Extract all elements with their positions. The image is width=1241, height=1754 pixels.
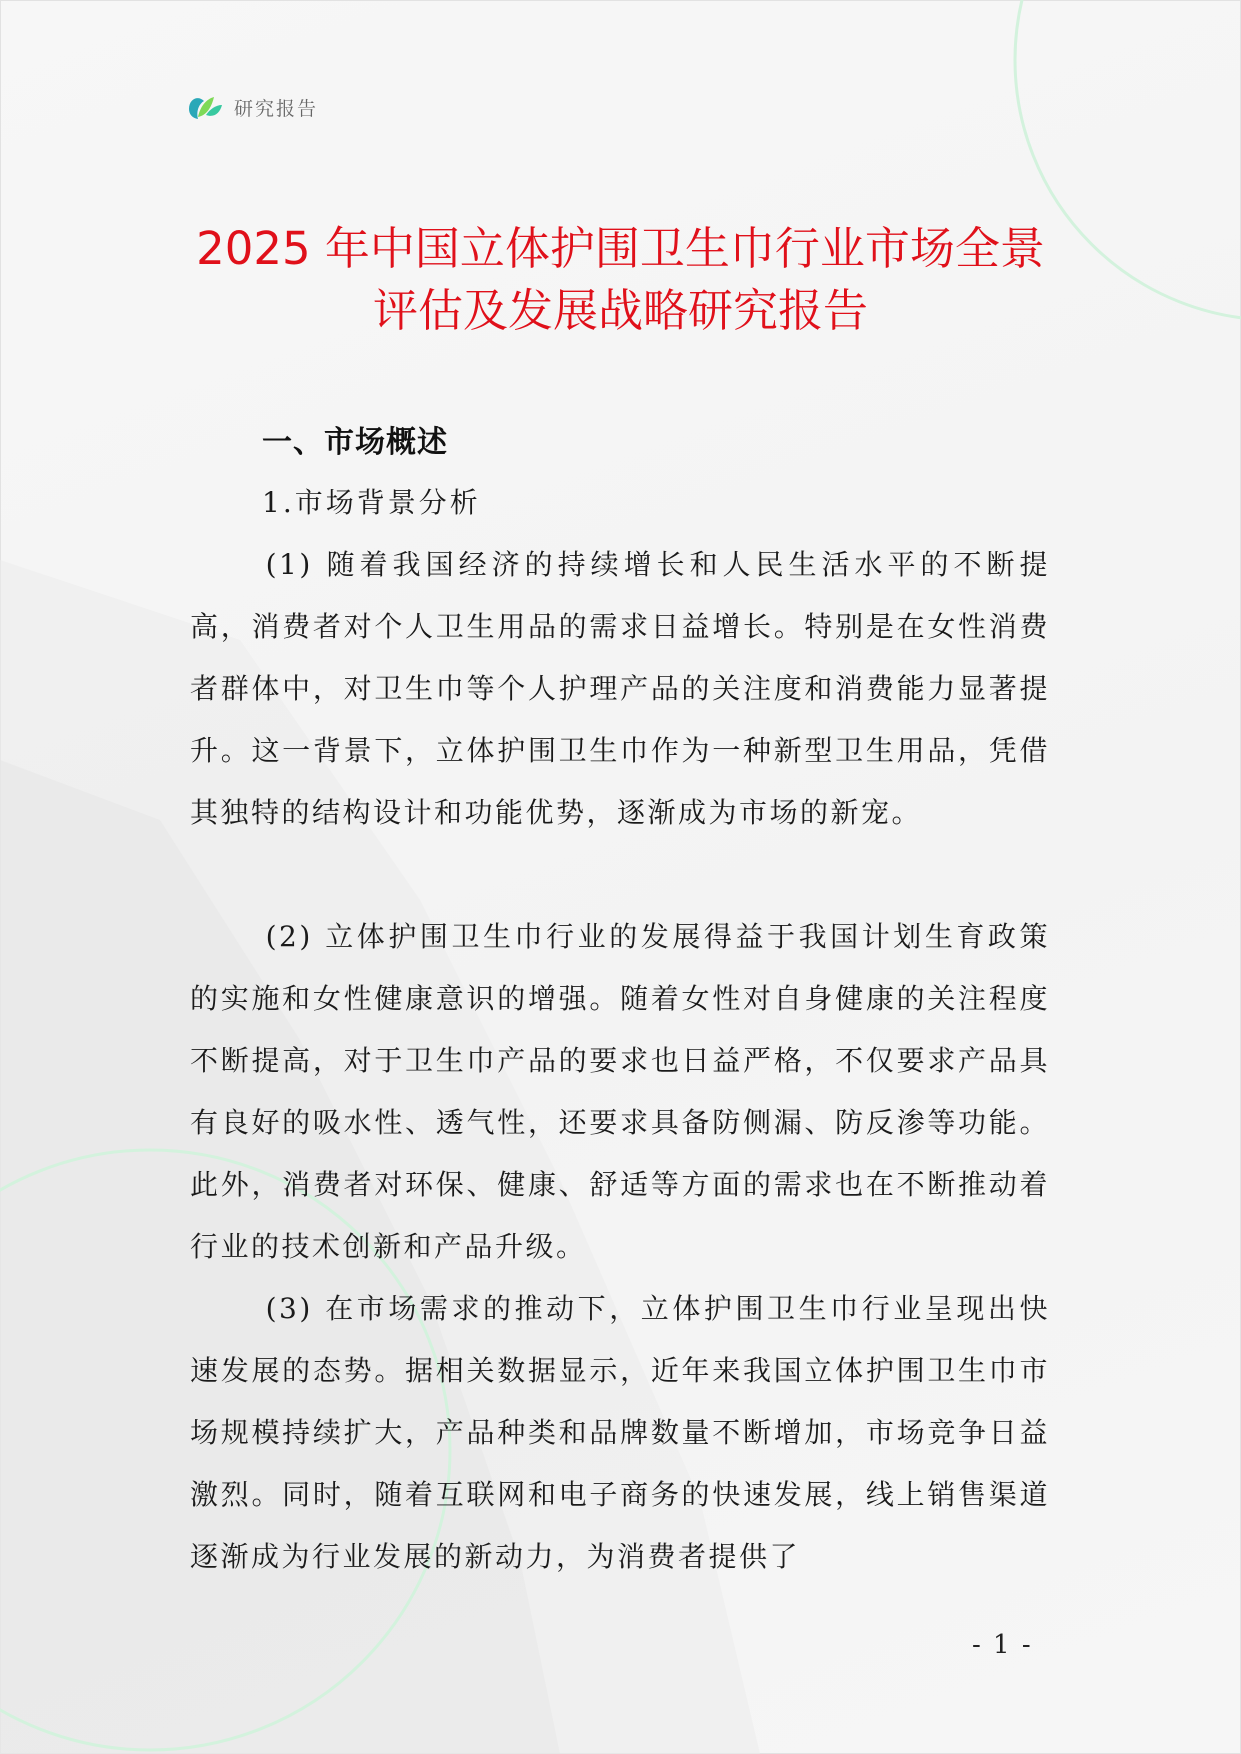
report-title-line-1: 2025 年中国立体护围卫生巾行业市场全景 <box>196 222 1045 275</box>
report-header <box>186 87 318 127</box>
body-paragraph: (2) 立体护围卫生巾行业的发展得益于我国计划生育政策的实施和女性健康意识的增强。随着女性对自身健康的关注程度不断提高，对于卫生巾产品的要求也日益严格，不仅要求产品具有良好的吸水性、透气性，还要求具备防侧漏、防反渗等功能。此外，消费者对环保、健康、舒适等方面的需求也在不断推动着行业的技术创新和产品升级。 <box>190 920 1050 1263</box>
report-title-line-2: 评估及发展战略研究报告 <box>372 284 868 337</box>
page-number: - 1 - <box>972 1630 1033 1660</box>
header-label: 研究报告 <box>234 97 319 120</box>
leaf-logo-icon <box>186 91 224 123</box>
body-paragraph: (3) 在市场需求的推动下，立体护围卫生巾行业呈现出快速发展的态势。据相关数据显示，近年来我国立体护围卫生巾市场规模持续扩大，产品种类和品牌数量不断增加，市场竞争日益激烈。同时，随着互联网和电子商务的快速发展，线上销售渠道逐渐成为行业发展的新动力，为消费者提供了 <box>190 1292 1050 1573</box>
section-heading: 一、市场概述 <box>262 425 448 460</box>
subsection-heading: 1.市场背景分析 <box>262 486 481 519</box>
body-paragraph: (1) 随着我国经济的持续增长和人民生活水平的不断提高，消费者对个人卫生用品的需求日益增长。特别是在女性消费者群体中，对卫生巾等个人护理产品的关注度和消费能力显著提升。这一背景下，立体护围卫生巾作为一种新型卫生用品，凭借其独特的结构设计和功能优势，逐渐成为市场的新宠。 <box>190 548 1050 829</box>
